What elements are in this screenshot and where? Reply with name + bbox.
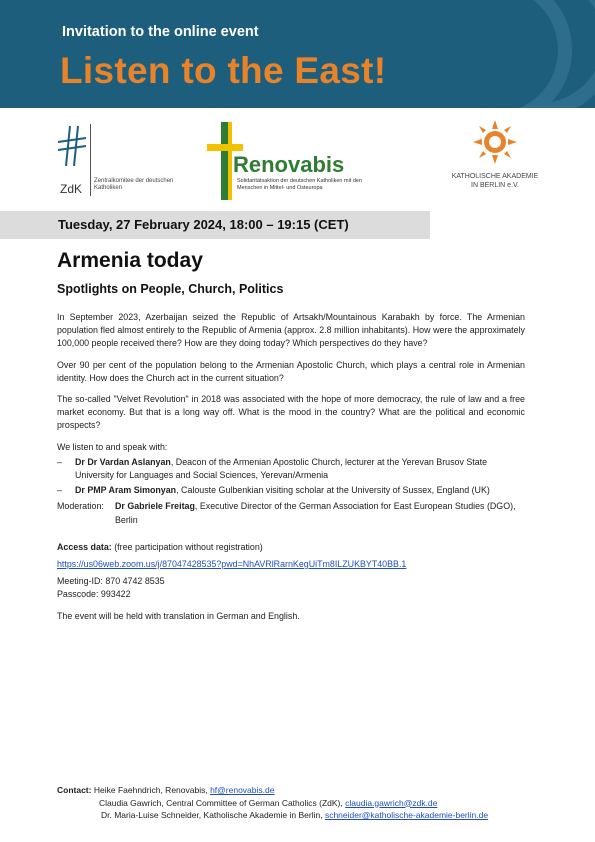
speaker-item [57, 456, 525, 482]
contact-row [57, 809, 577, 822]
date-bar [0, 211, 430, 239]
renovabis-tagline: Solidaritätsaktion der deutschen Katholiken mit den Menschen in Mittel- und Osteuropa [237, 178, 363, 191]
event-subtitle: Spotlights on People, Church, Politics [57, 282, 284, 296]
academy-sun-icon [473, 120, 517, 164]
contact-block [57, 784, 577, 822]
contact-person: Claudia Gawrich, Central Committee of German Catholics (ZdK), [99, 797, 346, 808]
access-label: Access data: [57, 541, 112, 552]
paragraph-revolution: The so-called "Velvet Revolution" in 2018 was associated with the hope of more democracy, the rule of law and a free market economy. But that is a long way off. What is the mood in the country? What are the political and economic prospects? [57, 394, 525, 431]
translation-note: The event will be held with translation in German and English. [57, 610, 300, 621]
invitation-kicker: Invitation to the online event [62, 24, 259, 40]
speaker-description: , Deacon of the Armenian Apostolic Church, lecturer at the Yerevan Brusov State University for Languages and Social Sciences, Yerevan/Armenia [75, 456, 488, 481]
partner-logos [0, 112, 595, 208]
decorative-arcs-icon [465, 0, 595, 108]
contact-person: Dr. Maria-Luise Schneider, Katholische Akademie in Berlin, [101, 810, 325, 820]
speakers-intro: We listen to and speak with: [57, 441, 168, 452]
paragraph-church: Over 90 per cent of the population belong to the Armenian Apostolic Church, which plays a central role in Armenian identity. How does the Church act in the current situation? [57, 359, 525, 383]
contact-label: Contact: [57, 785, 92, 795]
contact-row [57, 797, 577, 810]
event-datetime: Tuesday, 27 February 2024, 18:00 – 19:15 (CET) [58, 217, 349, 232]
academy-logo [440, 118, 550, 204]
zdk-divider [90, 124, 91, 196]
contact-email-link[interactable]: claudia.gawrich@zdk.de [345, 797, 438, 808]
renovabis-logo [207, 118, 367, 204]
header-banner [0, 0, 595, 108]
list-dash: – [57, 456, 62, 467]
access-data [57, 541, 525, 554]
event-series-title: Listen to the East! [60, 50, 387, 91]
contact-person: Heike Faehndrich, Renovabis, [91, 785, 211, 795]
renovabis-wordmark: Renovabis [233, 152, 345, 177]
zdk-abbreviation: ZdK [60, 182, 83, 196]
moderator-description: , Executive Director of the German Association for East European Studies (DGO), Berlin [115, 501, 516, 525]
speaker-item [57, 484, 525, 497]
zdk-logo [56, 122, 176, 202]
contact-email-link[interactable]: schneider@katholische-akademie-berlin.de [324, 810, 489, 820]
contact-row [57, 784, 577, 797]
moderation [57, 500, 525, 526]
list-dash: – [57, 485, 62, 496]
academy-name: KATHOLISCHE AKADEMIE IN BERLIN e.V. [451, 173, 539, 189]
speaker-list [57, 456, 525, 498]
speaker-name: Dr PMP Aram Simonyan [75, 485, 177, 496]
speaker-name: Dr Dr Vardan Aslanyan [75, 456, 171, 467]
passcode: Passcode: 993422 [57, 589, 131, 600]
zdk-full-name: Zentralkomitee der deutschen Katholiken [94, 178, 174, 191]
zdk-cross-icon [56, 122, 90, 178]
moderation-label: Moderation: [57, 501, 104, 512]
meeting-id: Meeting-ID: 870 4742 8535 [57, 576, 165, 587]
speaker-description: , Calouste Gulbenkian visiting scholar at the University of Sussex, England (UK) [176, 485, 490, 496]
paragraph-artsakh: In September 2023, Azerbaijan seized the Republic of Artsakh/Mountainous Karabakh by force. The Armenian population fled almost entirely to the Republic of Armenia (approx. 2.8 million inhabitants). How were the approximately 100,000 people received there? How are they doing today? Which perspectives do they have? [57, 312, 525, 349]
zoom-link[interactable]: https://us06web.zoom.us/j/87047428535?pwd=NhAVRlRarnKegUiTm8ILZUKBYT40BB.1 [57, 559, 407, 570]
event-description [57, 311, 525, 623]
event-title: Armenia today [57, 249, 203, 272]
access-note: (free participation without registration) [111, 541, 263, 552]
contact-email-link[interactable]: hf@renovabis.de [210, 785, 275, 795]
moderator-name: Dr Gabriele Freitag [115, 501, 195, 512]
